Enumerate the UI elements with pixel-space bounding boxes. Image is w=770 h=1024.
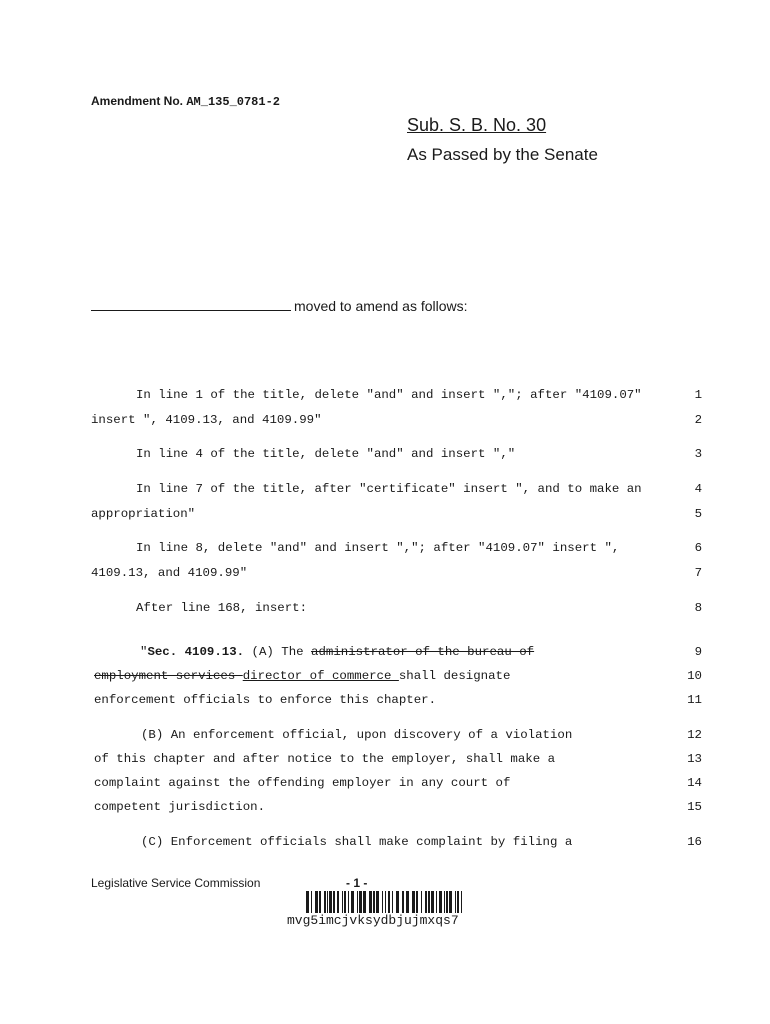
section-line-11: enforcement officials to enforce this chapter. (94, 693, 437, 707)
open-quote: " (140, 645, 148, 659)
bill-status: As Passed by the Senate (407, 145, 598, 164)
line-number-3: 3 (694, 447, 702, 461)
line-number-12: 12 (687, 728, 702, 742)
amendment-label: Amendment No. (91, 94, 184, 108)
section-line-9 (140, 645, 534, 659)
section-line-15: competent jurisdiction. (94, 800, 266, 814)
line-number-14: 14 (687, 776, 702, 790)
motion-line (91, 298, 468, 314)
line-number-10: 10 (687, 669, 702, 683)
line-number-5: 5 (694, 507, 702, 521)
barcode (306, 891, 462, 913)
line-number-11: 11 (687, 693, 702, 707)
section-text-plain: (A) The (244, 645, 312, 659)
line-number-2: 2 (694, 413, 702, 427)
line-text-7: 4109.13, and 4109.99" (91, 566, 248, 580)
section-line-10 (94, 669, 510, 683)
section-line-14: complaint against the offending employer in any court of (94, 776, 511, 790)
line-number-6: 6 (694, 541, 702, 555)
line-text-5: appropriation" (91, 507, 196, 521)
barcode-bar (461, 891, 462, 913)
inserted-text: director of commerce (242, 669, 399, 683)
line-number-13: 13 (687, 752, 702, 766)
section-line-12: (B) An enforcement official, upon discovery of a violation (141, 728, 573, 742)
struck-text: employment services (94, 669, 243, 683)
line-text-2: insert ", 4109.13, and 4109.99" (91, 413, 322, 427)
footer-organization: Legislative Service Commission (91, 876, 261, 890)
motion-text: moved to amend as follows: (294, 298, 468, 314)
bill-number: Sub. S. B. No. 30 (407, 115, 547, 135)
page-number: - 1 - (346, 876, 368, 890)
line-text-8: After line 168, insert: (136, 601, 308, 615)
barcode-text: mvg5imcjvksydbjujmxqs7 (287, 913, 459, 928)
mover-blank (91, 298, 291, 311)
amendment-number (91, 94, 280, 109)
line-number-8: 8 (694, 601, 702, 615)
line-text-3: In line 4 of the title, delete "and" and insert "," (136, 447, 516, 461)
section-text-plain: shall designate (398, 669, 511, 683)
line-number-15: 15 (687, 800, 702, 814)
line-text-1: In line 1 of the title, delete "and" and insert ","; after "4109.07" (136, 388, 642, 402)
line-number-9: 9 (694, 645, 702, 659)
line-text-4: In line 7 of the title, after "certificate" insert ", and to make an (136, 482, 642, 496)
line-number-7: 7 (694, 566, 702, 580)
section-line-16: (C) Enforcement officials shall make complaint by filing a (141, 835, 573, 849)
line-number-4: 4 (694, 482, 702, 496)
line-number-1: 1 (694, 388, 702, 402)
section-line-13: of this chapter and after notice to the employer, shall make a (94, 752, 556, 766)
line-text-6: In line 8, delete "and" and insert ","; after "4109.07" insert ", (136, 541, 620, 555)
section-heading: Sec. 4109.13. (147, 645, 245, 659)
line-number-16: 16 (687, 835, 702, 849)
amendment-code: AM_135_0781-2 (186, 95, 280, 109)
struck-text: administrator of the bureau of (311, 645, 535, 659)
